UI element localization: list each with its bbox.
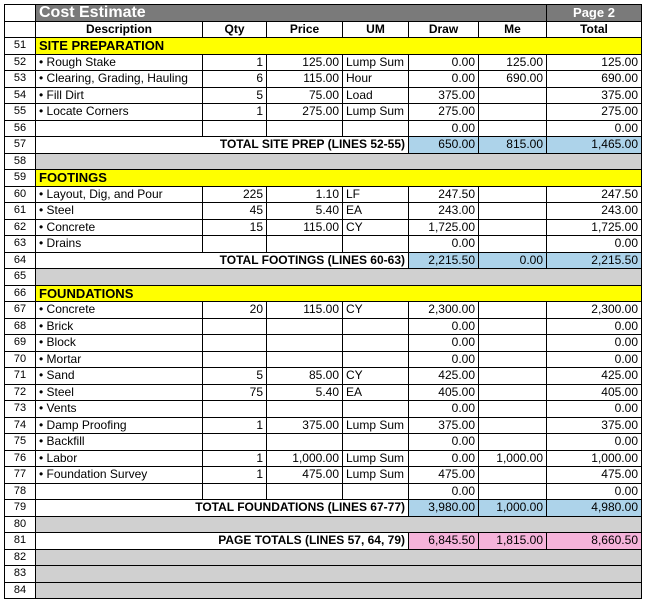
spacer-cell[interactable] (36, 566, 642, 583)
table-row (5, 186, 642, 203)
qty-cell[interactable] (203, 401, 267, 418)
total-cell[interactable]: 1,000.00 (547, 450, 642, 467)
um-cell[interactable]: EA (343, 203, 409, 220)
row-number: 75 (5, 434, 36, 451)
price-cell[interactable] (267, 434, 343, 451)
me-cell[interactable]: 690.00 (479, 71, 547, 88)
total-me-cell[interactable]: 0.00 (479, 252, 547, 269)
price-cell[interactable]: 5.40 (267, 203, 343, 220)
total-me-cell[interactable]: 815.00 (479, 137, 547, 154)
draw-cell[interactable]: 0.00 (409, 71, 479, 88)
section-row (5, 170, 642, 187)
me-cell[interactable] (479, 87, 547, 104)
price-cell[interactable]: 5.40 (267, 384, 343, 401)
page-label: Page 2 (547, 5, 642, 22)
total-cell[interactable]: 243.00 (547, 203, 642, 220)
row-number: 52 (5, 54, 36, 71)
draw-cell[interactable]: 0.00 (409, 318, 479, 335)
table-row (5, 417, 642, 434)
qty-cell[interactable] (203, 120, 267, 137)
row-number: 84 (5, 582, 36, 599)
row-number: 56 (5, 120, 36, 137)
row-number: 83 (5, 566, 36, 583)
price-cell[interactable] (267, 236, 343, 253)
total-cell[interactable]: 275.00 (547, 104, 642, 121)
total-label: TOTAL FOOTINGS (LINES 60-63) (36, 252, 409, 269)
spacer-row (5, 516, 642, 533)
um-cell[interactable]: CY (343, 368, 409, 385)
me-cell[interactable] (479, 236, 547, 253)
row-number: 74 (5, 417, 36, 434)
row-number: 69 (5, 335, 36, 352)
row-number: 79 (5, 500, 36, 517)
draw-cell[interactable]: 0.00 (409, 401, 479, 418)
table-row (5, 384, 642, 401)
header-total: Total (547, 21, 642, 38)
total-row (5, 500, 642, 517)
total-cell[interactable]: 0.00 (547, 351, 642, 368)
header-row (5, 21, 642, 38)
draw-cell[interactable]: 0.00 (409, 54, 479, 71)
me-cell[interactable] (479, 467, 547, 484)
spacer-cell[interactable] (36, 549, 642, 566)
draw-cell[interactable]: 275.00 (409, 104, 479, 121)
price-cell[interactable] (267, 351, 343, 368)
um-cell[interactable] (343, 236, 409, 253)
header-me: Me (479, 21, 547, 38)
table-row (5, 318, 642, 335)
draw-cell[interactable]: 0.00 (409, 120, 479, 137)
qty-cell[interactable]: 5 (203, 87, 267, 104)
total-cell[interactable]: 247.50 (547, 186, 642, 203)
description-cell[interactable]: • Sand (36, 368, 203, 385)
total-cell[interactable]: 0.00 (547, 236, 642, 253)
draw-cell[interactable]: 375.00 (409, 87, 479, 104)
me-cell[interactable] (479, 401, 547, 418)
draw-cell[interactable]: 2,300.00 (409, 302, 479, 319)
total-me-cell[interactable]: 1,815.00 (479, 533, 547, 550)
header-qty: Qty (203, 21, 267, 38)
draw-cell[interactable]: 0.00 (409, 236, 479, 253)
table-row (5, 71, 642, 88)
section-heading: FOOTINGS (36, 170, 642, 187)
description-cell[interactable]: • Vents (36, 401, 203, 418)
header-um: UM (343, 21, 409, 38)
spacer-cell[interactable] (36, 153, 642, 170)
row-number: 57 (5, 137, 36, 154)
price-cell[interactable]: 1,000.00 (267, 450, 343, 467)
price-cell[interactable]: 375.00 (267, 417, 343, 434)
total-cell[interactable]: 0.00 (547, 483, 642, 500)
total-cell[interactable]: 0.00 (547, 401, 642, 418)
me-cell[interactable] (479, 434, 547, 451)
description-cell[interactable]: • Steel (36, 203, 203, 220)
qty-cell[interactable]: 1 (203, 417, 267, 434)
section-heading: SITE PREPARATION (36, 38, 642, 55)
price-cell[interactable] (267, 318, 343, 335)
description-cell[interactable]: • Damp Proofing (36, 417, 203, 434)
row-number: 80 (5, 516, 36, 533)
description-cell[interactable] (36, 120, 203, 137)
total-row (5, 533, 642, 550)
description-cell[interactable]: • Rough Stake (36, 54, 203, 71)
table-row (5, 351, 642, 368)
description-cell[interactable]: • Locate Corners (36, 104, 203, 121)
total-row (5, 137, 642, 154)
um-cell[interactable]: Load (343, 87, 409, 104)
qty-cell[interactable]: 6 (203, 71, 267, 88)
price-cell[interactable] (267, 483, 343, 500)
me-cell[interactable] (479, 351, 547, 368)
um-cell[interactable] (343, 401, 409, 418)
me-cell[interactable] (479, 120, 547, 137)
price-cell[interactable]: 115.00 (267, 219, 343, 236)
me-cell[interactable] (479, 302, 547, 319)
row-number-cell (5, 21, 36, 38)
description-cell[interactable]: • Block (36, 335, 203, 352)
row-number: 60 (5, 186, 36, 203)
um-cell[interactable]: Lump Sum (343, 467, 409, 484)
total-cell[interactable]: 0.00 (547, 120, 642, 137)
row-number: 81 (5, 533, 36, 550)
section-heading: FOUNDATIONS (36, 285, 642, 302)
row-number: 62 (5, 219, 36, 236)
description-cell[interactable]: • Mortar (36, 351, 203, 368)
qty-cell[interactable]: 20 (203, 302, 267, 319)
draw-cell[interactable]: 475.00 (409, 467, 479, 484)
me-cell[interactable] (479, 186, 547, 203)
row-number: 63 (5, 236, 36, 253)
total-cell[interactable]: 405.00 (547, 384, 642, 401)
qty-cell[interactable]: 1 (203, 54, 267, 71)
qty-cell[interactable]: 15 (203, 219, 267, 236)
table-row (5, 87, 642, 104)
um-cell[interactable] (343, 318, 409, 335)
table-row (5, 302, 642, 319)
row-number: 71 (5, 368, 36, 385)
me-cell[interactable]: 1,000.00 (479, 450, 547, 467)
qty-cell[interactable] (203, 351, 267, 368)
me-cell[interactable] (479, 483, 547, 500)
total-cell[interactable]: 0.00 (547, 318, 642, 335)
total-cell[interactable]: 375.00 (547, 87, 642, 104)
table-row (5, 401, 642, 418)
total-draw-cell[interactable]: 650.00 (409, 137, 479, 154)
um-cell[interactable] (343, 434, 409, 451)
header-description: Description (36, 21, 203, 38)
table-row (5, 219, 642, 236)
price-cell[interactable]: 75.00 (267, 87, 343, 104)
description-cell[interactable]: • Brick (36, 318, 203, 335)
total-draw-cell[interactable]: 6,845.50 (409, 533, 479, 550)
price-cell[interactable]: 115.00 (267, 71, 343, 88)
spacer-row (5, 153, 642, 170)
draw-cell[interactable]: 1,725.00 (409, 219, 479, 236)
me-cell[interactable] (479, 318, 547, 335)
spacer-row (5, 566, 642, 583)
draw-cell[interactable]: 247.50 (409, 186, 479, 203)
table-row (5, 335, 642, 352)
spacer-row (5, 269, 642, 286)
total-cell[interactable]: 475.00 (547, 467, 642, 484)
qty-cell[interactable]: 75 (203, 384, 267, 401)
row-number: 64 (5, 252, 36, 269)
description-cell[interactable]: • Layout, Dig, and Pour (36, 186, 203, 203)
spacer-cell[interactable] (36, 516, 642, 533)
me-cell[interactable] (479, 203, 547, 220)
table-row (5, 434, 642, 451)
draw-cell[interactable]: 243.00 (409, 203, 479, 220)
row-number: 73 (5, 401, 36, 418)
row-number: 82 (5, 549, 36, 566)
me-cell[interactable]: 125.00 (479, 54, 547, 71)
table-row (5, 203, 642, 220)
header-draw: Draw (409, 21, 479, 38)
table-row (5, 368, 642, 385)
row-number: 67 (5, 302, 36, 319)
qty-cell[interactable]: 45 (203, 203, 267, 220)
cost-estimate-sheet (4, 4, 642, 599)
total-draw-cell[interactable]: 2,215.50 (409, 252, 479, 269)
table-row (5, 236, 642, 253)
total-me-cell[interactable]: 1,000.00 (479, 500, 547, 517)
total-total-cell[interactable]: 4,980.00 (547, 500, 642, 517)
me-cell[interactable] (479, 335, 547, 352)
total-total-cell[interactable]: 8,660.50 (547, 533, 642, 550)
row-number: 72 (5, 384, 36, 401)
row-number: 65 (5, 269, 36, 286)
draw-cell[interactable]: 0.00 (409, 434, 479, 451)
spacer-cell[interactable] (36, 582, 642, 599)
um-cell[interactable] (343, 120, 409, 137)
row-number-cell (5, 5, 36, 22)
table-row (5, 467, 642, 484)
table-row (5, 450, 642, 467)
description-cell[interactable]: • Concrete (36, 219, 203, 236)
um-cell[interactable]: LF (343, 186, 409, 203)
um-cell[interactable]: Hour (343, 71, 409, 88)
qty-cell[interactable]: 1 (203, 104, 267, 121)
qty-cell[interactable] (203, 318, 267, 335)
um-cell[interactable]: Lump Sum (343, 450, 409, 467)
um-cell[interactable]: EA (343, 384, 409, 401)
description-cell[interactable]: • Drains (36, 236, 203, 253)
um-cell[interactable] (343, 335, 409, 352)
draw-cell[interactable]: 0.00 (409, 335, 479, 352)
total-cell[interactable]: 425.00 (547, 368, 642, 385)
price-cell[interactable]: 1.10 (267, 186, 343, 203)
description-cell[interactable]: • Steel (36, 384, 203, 401)
spacer-row (5, 582, 642, 599)
total-cell[interactable]: 125.00 (547, 54, 642, 71)
total-row (5, 252, 642, 269)
price-cell[interactable] (267, 335, 343, 352)
price-cell[interactable]: 475.00 (267, 467, 343, 484)
spacer-row (5, 549, 642, 566)
row-number: 68 (5, 318, 36, 335)
table-row (5, 483, 642, 500)
row-number: 70 (5, 351, 36, 368)
header-price: Price (267, 21, 343, 38)
section-row (5, 285, 642, 302)
total-draw-cell[interactable]: 3,980.00 (409, 500, 479, 517)
table-row (5, 54, 642, 71)
draw-cell[interactable]: 0.00 (409, 351, 479, 368)
sheet-title: Cost Estimate (36, 5, 547, 22)
row-number: 53 (5, 71, 36, 88)
row-number: 66 (5, 285, 36, 302)
title-row (5, 5, 642, 22)
row-number: 59 (5, 170, 36, 187)
description-cell[interactable]: • Foundation Survey (36, 467, 203, 484)
um-cell[interactable]: Lump Sum (343, 417, 409, 434)
draw-cell[interactable]: 0.00 (409, 483, 479, 500)
price-cell[interactable] (267, 120, 343, 137)
row-number: 54 (5, 87, 36, 104)
price-cell[interactable]: 125.00 (267, 54, 343, 71)
total-cell[interactable]: 0.00 (547, 335, 642, 352)
um-cell[interactable] (343, 483, 409, 500)
section-row (5, 38, 642, 55)
description-cell[interactable] (36, 483, 203, 500)
table-row (5, 104, 642, 121)
qty-cell[interactable]: 225 (203, 186, 267, 203)
total-cell[interactable]: 375.00 (547, 417, 642, 434)
row-number: 61 (5, 203, 36, 220)
qty-cell[interactable] (203, 335, 267, 352)
table-row (5, 120, 642, 137)
draw-cell[interactable]: 0.00 (409, 450, 479, 467)
row-number: 51 (5, 38, 36, 55)
um-cell[interactable]: Lump Sum (343, 54, 409, 71)
description-cell[interactable]: • Backfill (36, 434, 203, 451)
total-label: TOTAL FOUNDATIONS (LINES 67-77) (36, 500, 409, 517)
um-cell[interactable] (343, 351, 409, 368)
price-cell[interactable]: 85.00 (267, 368, 343, 385)
total-cell[interactable]: 690.00 (547, 71, 642, 88)
um-cell[interactable]: CY (343, 219, 409, 236)
draw-cell[interactable]: 405.00 (409, 384, 479, 401)
total-label: TOTAL SITE PREP (LINES 52-55) (36, 137, 409, 154)
um-cell[interactable]: CY (343, 302, 409, 319)
price-cell[interactable]: 275.00 (267, 104, 343, 121)
price-cell[interactable]: 115.00 (267, 302, 343, 319)
total-total-cell[interactable]: 1,465.00 (547, 137, 642, 154)
row-number: 77 (5, 467, 36, 484)
me-cell[interactable] (479, 417, 547, 434)
description-cell[interactable]: • Labor (36, 450, 203, 467)
qty-cell[interactable] (203, 434, 267, 451)
row-number: 76 (5, 450, 36, 467)
description-cell[interactable]: • Clearing, Grading, Hauling (36, 71, 203, 88)
qty-cell[interactable]: 1 (203, 450, 267, 467)
spacer-cell[interactable] (36, 269, 642, 286)
me-cell[interactable] (479, 219, 547, 236)
total-total-cell[interactable]: 2,215.50 (547, 252, 642, 269)
qty-cell[interactable] (203, 236, 267, 253)
total-cell[interactable]: 1,725.00 (547, 219, 642, 236)
total-cell[interactable]: 0.00 (547, 434, 642, 451)
total-label: PAGE TOTALS (LINES 57, 64, 79) (36, 533, 409, 550)
me-cell[interactable] (479, 104, 547, 121)
me-cell[interactable] (479, 368, 547, 385)
row-number: 55 (5, 104, 36, 121)
um-cell[interactable]: Lump Sum (343, 104, 409, 121)
qty-cell[interactable] (203, 483, 267, 500)
description-cell[interactable]: • Fill Dirt (36, 87, 203, 104)
draw-cell[interactable]: 425.00 (409, 368, 479, 385)
row-number: 58 (5, 153, 36, 170)
qty-cell[interactable]: 1 (203, 467, 267, 484)
me-cell[interactable] (479, 384, 547, 401)
qty-cell[interactable]: 5 (203, 368, 267, 385)
row-number: 78 (5, 483, 36, 500)
draw-cell[interactable]: 375.00 (409, 417, 479, 434)
price-cell[interactable] (267, 401, 343, 418)
total-cell[interactable]: 2,300.00 (547, 302, 642, 319)
description-cell[interactable]: • Concrete (36, 302, 203, 319)
